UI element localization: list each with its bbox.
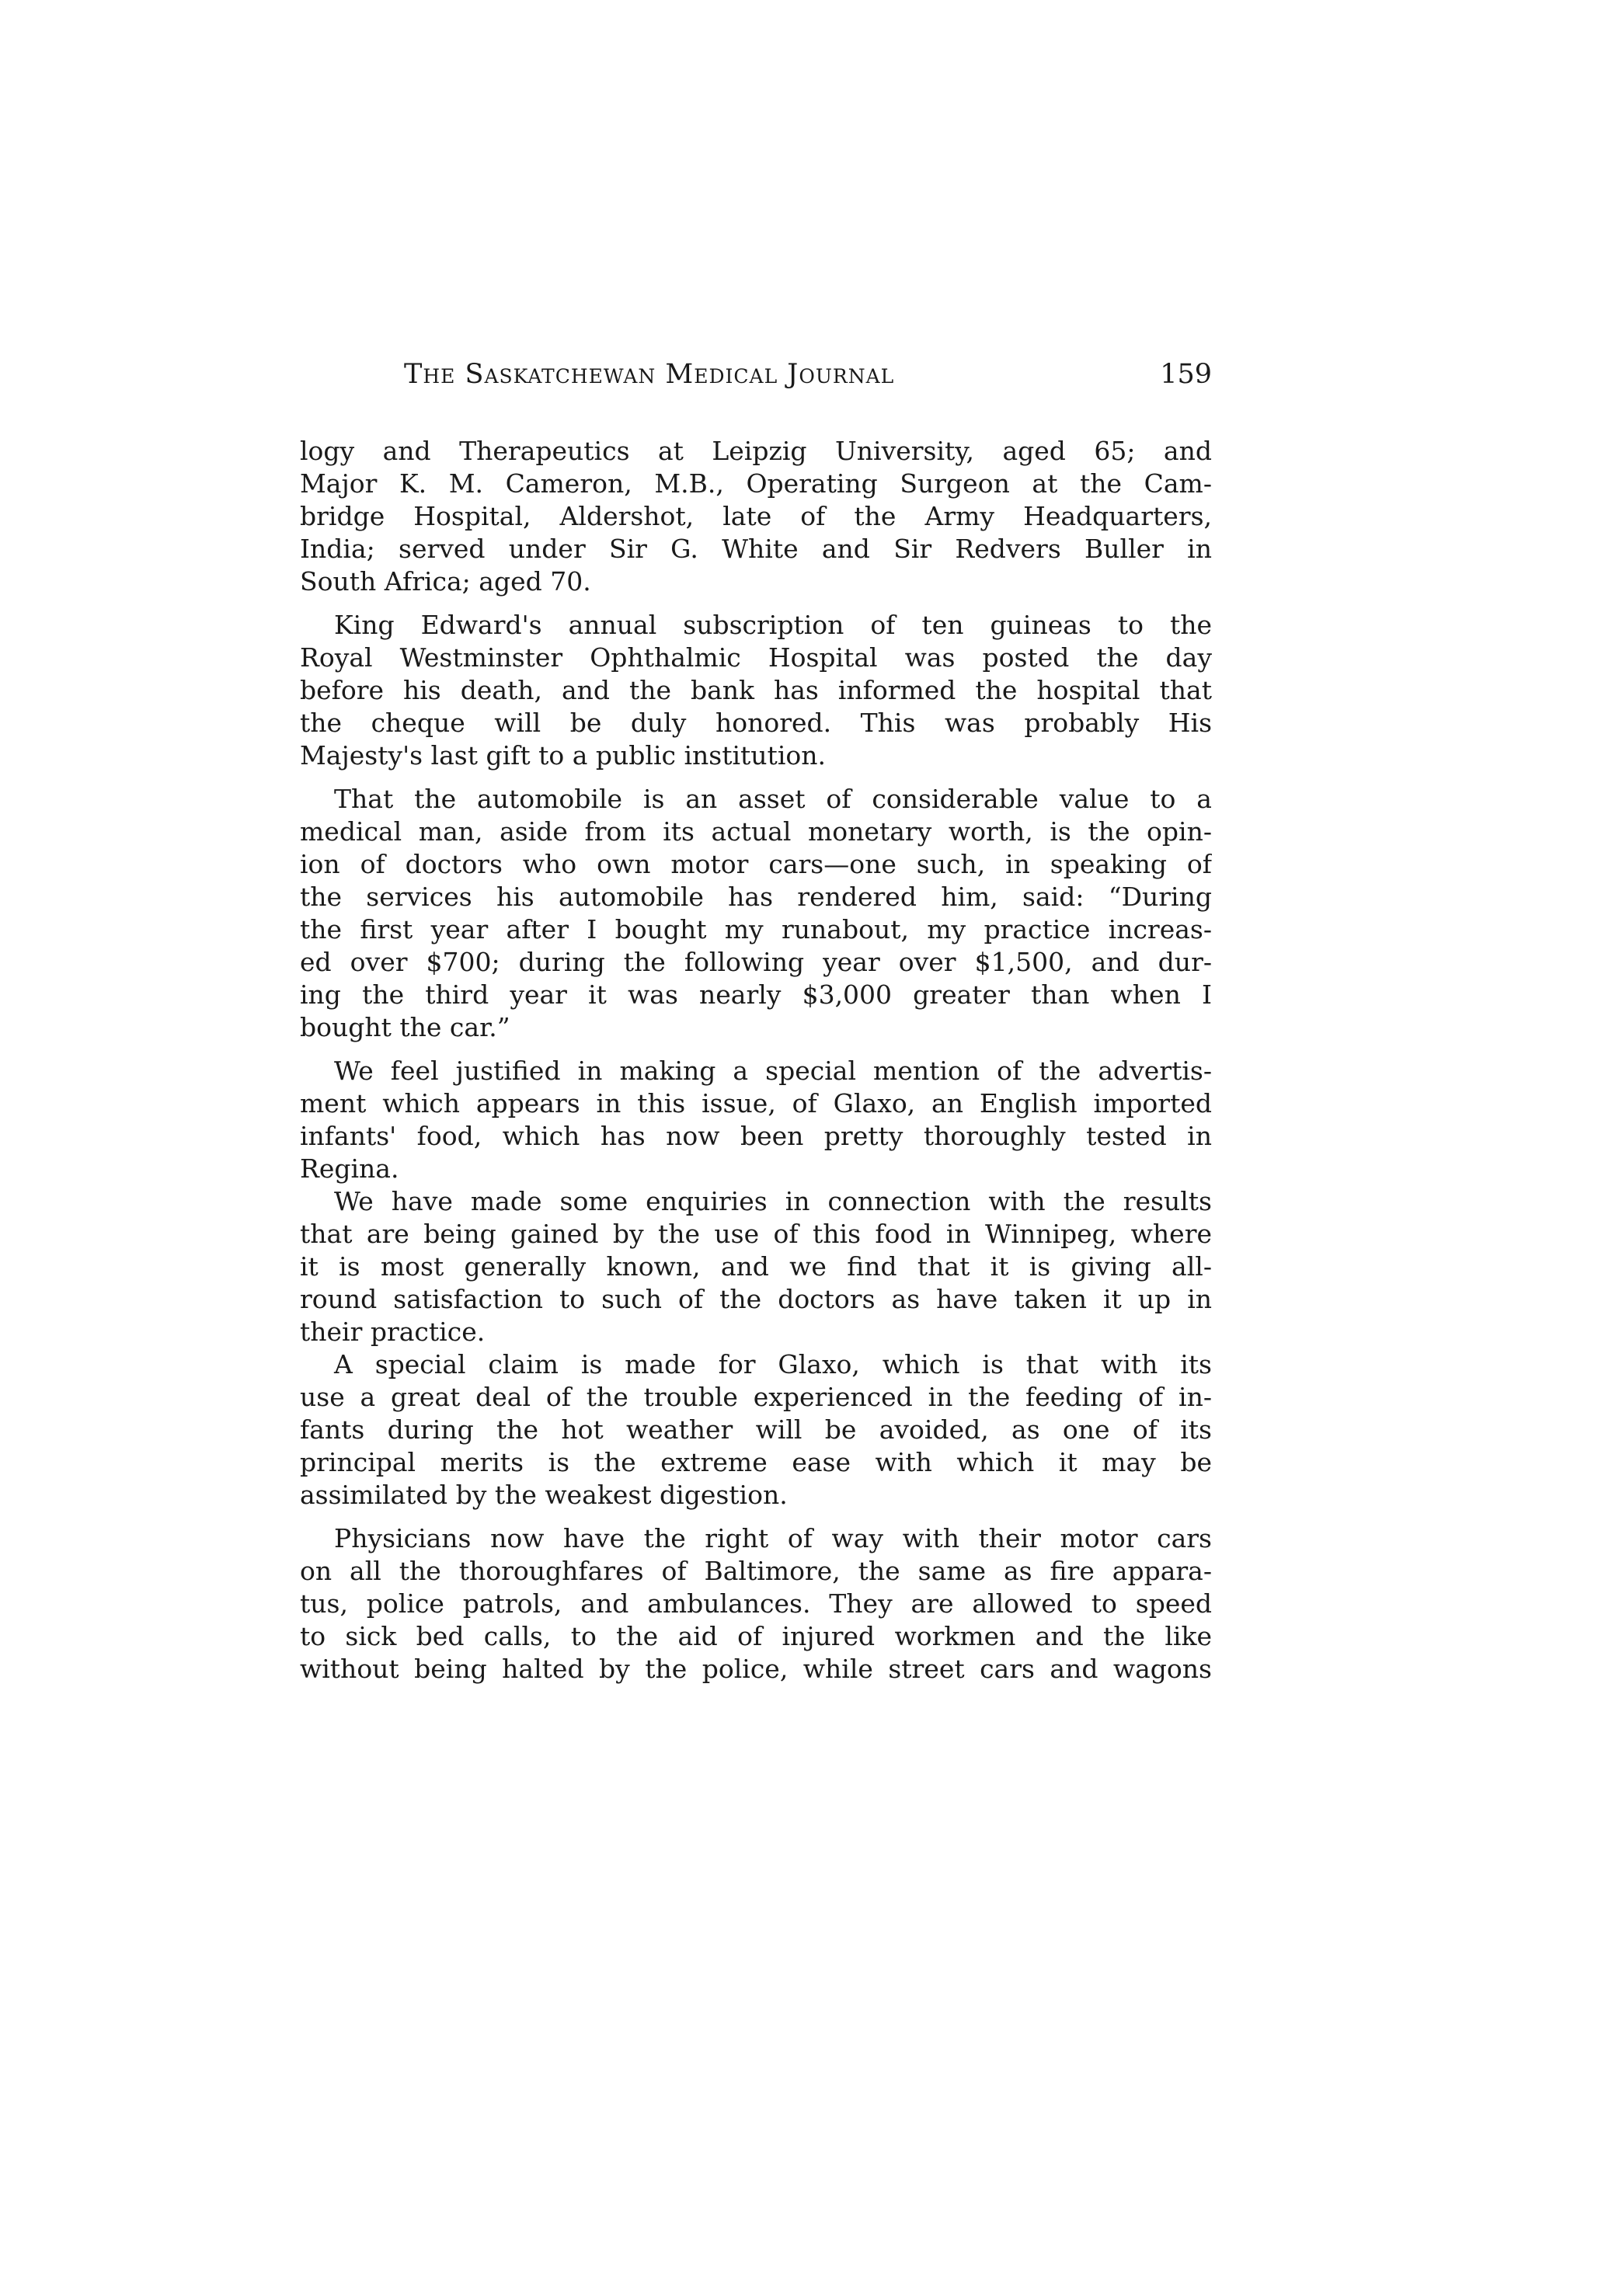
text-line: logy and Therapeutics at Leipzig University, aged 65; and: [300, 436, 1212, 466]
text-line: ing the third year it was nearly $3,000 greater than when I: [300, 979, 1212, 1010]
text-line: Physicians now have the right of way with their motor cars: [334, 1523, 1212, 1553]
text-line: principal merits is the extreme ease with which it may be: [300, 1447, 1212, 1477]
text-line: round satisfaction to such of the doctors as have taken it up in: [300, 1284, 1212, 1314]
text-line: We have made some enquiries in connection with the results: [334, 1186, 1212, 1216]
text-line: Majesty's last gift to a public institution.: [300, 740, 826, 771]
text-line: that are being gained by the use of this food in Winnipeg, where: [300, 1219, 1212, 1249]
text-line: ion of doctors who own motor cars—one such, in speaking of: [300, 849, 1212, 879]
paragraph-automobile: [300, 783, 1212, 1044]
body-text: [300, 435, 1212, 1696]
text-line: ment which appears in this issue, of Glaxo, an English imported: [300, 1088, 1212, 1118]
text-line: infants' food, which has now been pretty thoroughly tested in: [300, 1121, 1212, 1151]
text-line: King Edward's annual subscription of ten guineas to the: [334, 610, 1212, 640]
text-line: the first year after I bought my runabout, my practice increas-: [300, 914, 1212, 944]
text-line: before his death, and the bank has informed the hospital that: [300, 675, 1212, 705]
text-line: A special claim is made for Glaxo, which is that with its: [334, 1349, 1212, 1379]
text-line: use a great deal of the trouble experienced in the feeding of in-: [300, 1382, 1212, 1412]
text-line: South Africa; aged 70.: [300, 566, 591, 597]
paragraph-winnipeg-enquiries: [300, 1185, 1212, 1348]
text-line: Regina.: [300, 1153, 399, 1184]
running-head-title: The Saskatchewan Medical Journal: [404, 359, 895, 390]
text-line: Royal Westminster Ophthalmic Hospital was posted the day: [300, 642, 1212, 673]
page-number: 159: [1160, 359, 1212, 390]
text-line: We feel justified in making a special mention of the advertis-: [334, 1056, 1212, 1086]
text-line: India; served under Sir G. White and Sir Redvers Buller in: [300, 534, 1212, 564]
text-line: assimilated by the weakest digestion.: [300, 1480, 788, 1510]
text-line: bridge Hospital, Aldershot, late of the Army Headquarters,: [300, 501, 1212, 531]
text-line: bought the car.”: [300, 1012, 510, 1042]
text-line: medical man, aside from its actual monetary worth, is the opin-: [300, 816, 1212, 847]
text-line: tus, police patrols, and ambulances. They are allowed to speed: [300, 1588, 1212, 1619]
text-line: the cheque will be duly honored. This was probably His: [300, 708, 1212, 738]
text-line: to sick bed calls, to the aid of injured workmen and the like: [300, 1621, 1212, 1651]
text-line: That the automobile is an asset of considerable value to a: [334, 784, 1212, 814]
text-line: their practice.: [300, 1317, 486, 1347]
paragraph-king-edward: [300, 609, 1212, 772]
text-line: fants during the hot weather will be avoided, as one of its: [300, 1414, 1212, 1445]
text-line: the services his automobile has rendered him, said: “During: [300, 882, 1212, 912]
paragraph-baltimore-physicians: [300, 1522, 1212, 1685]
paragraph-glaxo-advertisement: [300, 1055, 1212, 1185]
text-line: without being halted by the police, while street cars and wagons: [300, 1654, 1212, 1684]
text-line: it is most generally known, and we find that it is giving all-: [300, 1251, 1212, 1282]
text-line: Major K. M. Cameron, M.B., Operating Surgeon at the Cam-: [300, 468, 1212, 499]
text-line: ed over $700; during the following year over $1,500, and dur-: [300, 947, 1212, 977]
paragraph-glaxo-claim: [300, 1348, 1212, 1512]
text-line: on all the thoroughfares of Baltimore, the same as fire appara-: [300, 1556, 1212, 1586]
paragraph-obituary-continuation: [300, 435, 1212, 598]
